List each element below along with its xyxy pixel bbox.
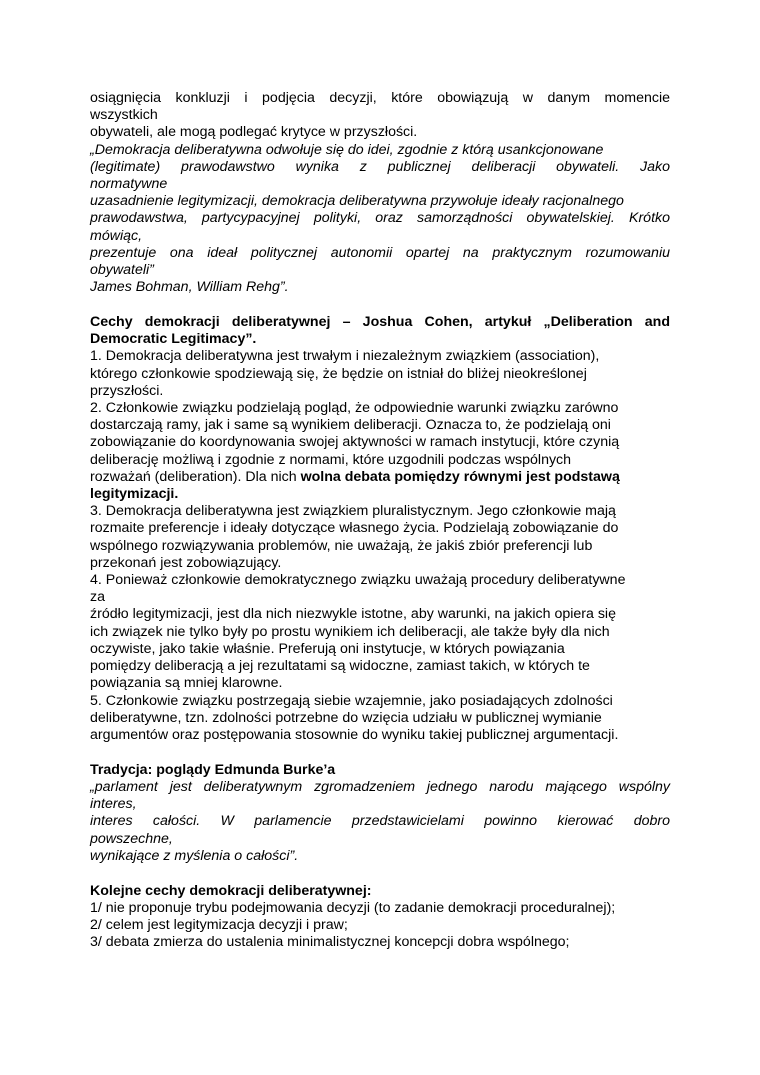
quote-line: wynikające z myślenia o całości”. [90, 847, 299, 864]
quote-line: powszechne, [90, 830, 173, 847]
quote-line: (legitimate) prawodawstwo wynika z publicznej deliberacji obywateli. Jako [90, 158, 670, 175]
list-line: za [90, 589, 105, 606]
quote-attribution: James Bohman, William Rehg”. [90, 279, 289, 296]
text-line: osiągnięcia konkluzji i podjęcia decyzji, które obowiązują w danym momencie [90, 90, 670, 106]
quote-line: „parlament jest deliberatywnym zgromadzeniem jednego narodu mającego wspólny [90, 778, 670, 795]
list-line: dostarczają ramy, jak i same są wynikiem deliberacji. Oznacza to, że podzielają oni [90, 417, 611, 434]
list-line: oczywiste, jako takie właśnie. Preferują oni instytucje, w których powiązania [90, 640, 565, 657]
quote-line: obywateli” [90, 262, 154, 279]
quote-line: normatywne [90, 176, 168, 193]
list-line: 1. Demokracja deliberatywna jest trwałym i niezależnym związkiem (association), [90, 348, 600, 365]
quote-line: mówiąc, [90, 227, 143, 244]
list-line: zobowiązanie do koordynowania swojej aktywności w ramach instytucji, które czynią [90, 434, 620, 451]
list-line: 4. Ponieważ członkowie demokratycznego związku uważają procedury deliberatywne [90, 572, 626, 589]
list-line [90, 469, 670, 486]
section-heading: Cechy demokracji deliberatywnej – Joshua Cohen, artykuł „Deliberation and [90, 314, 670, 331]
list-line: 3/ debata zmierza do ustalenia minimalistycznej koncepcji dobra wspólnego; [90, 934, 570, 951]
list-line: 3. Demokracja deliberatywna jest związkiem pluralistycznym. Jego członkowie mają [90, 503, 616, 520]
quote-line: „Demokracja deliberatywna odwołuje się do idei, zgodnie z którą usankcjonowane [90, 141, 604, 158]
text-line: obywateli, ale mogą podlegać krytyce w przyszłości. [90, 124, 418, 141]
quote-line: interes całości. W parlamencie przedstawicielami powinno kierować dobro [90, 813, 670, 830]
text-line: wszystkich [90, 107, 158, 124]
list-line-text: rozważań (deliberation). Dla nich [90, 468, 301, 485]
list-line: deliberację możliwą i zgodnie z normami, które uzgodnili podczas wspólnych [90, 451, 572, 468]
list-line: rozmaite preferencje i ideały dotyczące własnego życia. Podzielają zobowiązanie do [90, 520, 619, 537]
quote-line: uzasadnienie legitymizacji, demokracja deliberatywna przywołuje ideały racjonalnego [90, 193, 624, 210]
list-line: źródło legitymizacji, jest dla nich niezwykle istotne, aby warunki, na jakich opiera się [90, 606, 616, 623]
list-line: 5. Członkowie związku postrzegają siebie wzajemnie, jako posiadających zdolności [90, 692, 613, 709]
list-line: 2. Członkowie związku podzielają pogląd, że odpowiednie warunki związku zarówno [90, 400, 619, 417]
list-line: pomiędzy deliberacją a jej rezultatami są widoczne, zamiast takich, w których te [90, 658, 590, 675]
list-line: przekonań jest zobowiązujący. [90, 554, 282, 571]
list-line: 1/ nie proponuje trybu podejmowania decyzji (to zadanie demokracji proceduralnej); [90, 899, 616, 916]
section-heading: Tradycja: poglądy Edmunda Burke’a [90, 761, 336, 778]
list-line: którego członkowie spodziewają się, że będzie on istniał do bliżej nieokreślonej [90, 365, 587, 382]
list-line: argumentów oraz postępowania stosownie do wyniku takiej publicznej argumentacji. [90, 726, 619, 743]
list-line: 2/ celem jest legitymizacja decyzji i praw; [90, 916, 348, 933]
quote-line: interes, [90, 796, 137, 813]
list-line: powiązania są mniej klarowne. [90, 675, 283, 692]
list-line: ich związek nie tylko były po prostu wynikiem ich deliberacji, ale także były dla nich [90, 623, 610, 640]
list-line: przyszłości. [90, 382, 164, 399]
section-heading: Democratic Legitimacy”. [90, 331, 257, 348]
emphasis-text: wolna debata pomiędzy równymi jest podstawą [300, 468, 620, 485]
emphasis-line: legitymizacji. [90, 486, 179, 503]
quote-line: prezentuje ona ideał politycznej autonomii opartej na praktycznym rozumowaniu [90, 244, 670, 261]
document-page [90, 90, 670, 951]
quote-line: prawodawstwa, partycypacyjnej polityki, oraz samorządności obywatelskiej. Krótko [90, 210, 670, 227]
section-heading: Kolejne cechy demokracji deliberatywnej: [90, 882, 372, 899]
list-line: wspólnego rozwiązywania problemów, nie uważają, że jakiś zbiór preferencji lub [90, 537, 593, 554]
list-line: deliberatywne, tzn. zdolności potrzebne do wzięcia udziału w publicznej wymianie [90, 709, 602, 726]
